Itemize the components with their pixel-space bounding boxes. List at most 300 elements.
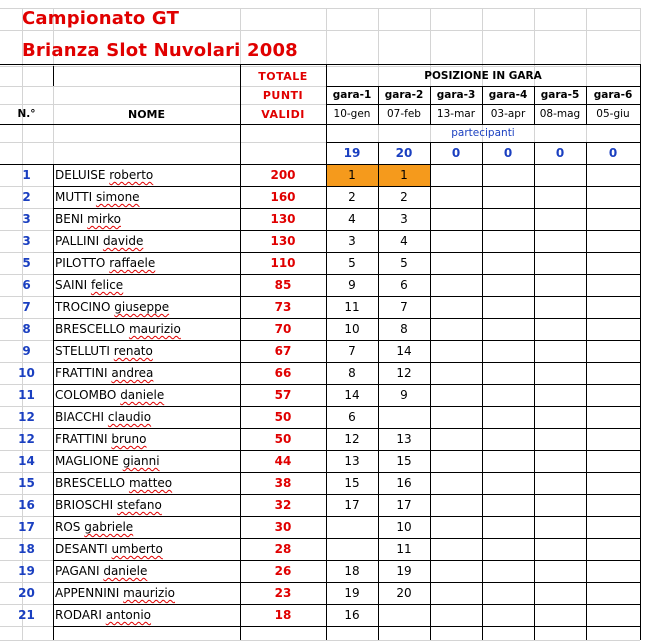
position-cell [430,560,482,582]
position-cell [586,450,640,472]
position-cell [430,362,482,384]
position-cell: 5 [400,256,408,270]
position-cell [482,428,534,450]
driver-surname: TROCINO [55,300,111,314]
driver-firstname: daniele [103,564,148,578]
race-participants: 0 [503,146,513,160]
points-cell: 44 [274,454,292,468]
driver-firstname: felice [90,278,124,292]
position-cell: 7 [348,344,356,358]
driver-surname: MUTTI [55,190,93,204]
driver-name-cell [53,252,242,274]
driver-name-cell [53,164,242,186]
position-cell: 5 [348,256,356,270]
driver-surname: RODARI [55,608,102,622]
position-cell: 15 [396,454,412,468]
position-cell: 20 [396,586,412,600]
position-cell: 10 [396,520,412,534]
border-line [326,104,641,105]
race-label: gara-3 [436,89,476,101]
position-cell: 2 [348,190,356,204]
border-line [534,86,535,124]
driver-surname: BIACCHI [55,410,105,424]
driver-surname: COLOMBO [55,388,117,402]
header-nome: NOME [127,107,166,121]
position-cell [534,406,586,428]
position-cell [482,472,534,494]
race-participants: 19 [343,146,361,160]
position-cell: 10 [344,322,360,336]
position-cell [534,318,586,340]
driver-name-cell [53,604,242,626]
position-cell [586,208,640,230]
border-line [53,406,641,407]
border-line [53,560,641,561]
position-cell [534,560,586,582]
driver-name-cell [53,230,242,252]
position-cell: 7 [400,300,408,314]
rank-cell: 16 [18,498,35,512]
position-cell [534,186,586,208]
border-line [53,164,54,640]
driver-firstname: gabriele [84,520,134,534]
border-line [53,208,641,209]
points-cell: 200 [270,168,296,182]
points-cell: 23 [274,586,292,600]
driver-firstname: bruno [111,432,147,446]
position-cell: 17 [344,498,360,512]
points-cell: 130 [270,212,296,226]
position-cell: 8 [400,322,408,336]
points-cell: 30 [274,520,292,534]
position-cell [534,472,586,494]
position-cell: 1 [326,164,378,186]
position-cell [534,362,586,384]
position-cell [586,516,640,538]
border-line [482,164,483,640]
position-cell [430,516,482,538]
race-participants: 20 [395,146,413,160]
rank-cell: 11 [18,388,35,402]
border-line [53,384,641,385]
position-cell [430,252,482,274]
border-line [326,142,641,143]
rank-cell: 5 [22,256,31,270]
points-cell: 110 [270,256,296,270]
position-cell [430,208,482,230]
points-cell: 130 [270,234,296,248]
header-totale: TOTALE [258,69,308,83]
position-cell [430,604,482,626]
border-line [240,64,241,640]
position-cell [586,582,640,604]
sheet-subtitle: Brianza Slot Nuvolari 2008 [22,40,298,61]
rank-cell: 14 [18,454,35,468]
position-cell [534,384,586,406]
position-cell [482,604,534,626]
rank-cell: 21 [18,608,35,622]
position-cell: 17 [396,498,412,512]
position-cell [534,494,586,516]
border-line [430,164,431,640]
driver-name-cell [53,538,242,560]
border-line [53,318,641,319]
rank-cell: 17 [18,520,35,534]
position-cell: 3 [348,234,356,248]
position-cell [430,340,482,362]
position-cell [482,208,534,230]
position-cell [430,318,482,340]
position-cell [586,560,640,582]
points-cell: 26 [274,564,292,578]
race-date: 08-mag [539,108,581,120]
position-cell: 11 [344,300,360,314]
position-cell: 15 [344,476,360,490]
driver-firstname: daniele [120,388,165,402]
header-num: N.° [17,108,36,120]
position-cell [534,230,586,252]
points-cell: 18 [274,608,292,622]
position-cell [378,406,430,428]
position-cell [482,516,534,538]
position-cell: 9 [348,278,356,292]
points-cell: 66 [274,366,292,380]
border-line [482,142,483,164]
race-date: 10-gen [333,108,371,120]
driver-surname: BRIOSCHI [55,498,114,512]
border-line [640,64,641,640]
points-cell: 67 [274,344,292,358]
driver-firstname: giuseppe [114,300,170,314]
grid-line-h [0,30,640,31]
rank-cell: 7 [22,300,31,314]
driver-name-cell [53,560,242,582]
position-cell [534,164,586,186]
border-line [53,604,641,605]
driver-name-cell [53,494,242,516]
position-cell [482,296,534,318]
driver-name-cell [53,362,242,384]
driver-name-cell [53,428,242,450]
border-line [53,516,641,517]
position-cell [482,494,534,516]
header-punti: PUNTI [262,88,304,102]
driver-surname: FRATTINI [55,366,108,380]
driver-name-cell [53,472,242,494]
position-cell [586,604,640,626]
position-cell [482,252,534,274]
race-label: gara-4 [488,89,528,101]
position-cell [430,582,482,604]
driver-firstname: stefano [116,498,162,512]
driver-firstname: umberto [111,542,163,556]
race-date: 03-apr [490,108,526,120]
race-label: gara-5 [540,89,580,101]
points-cell: 73 [274,300,292,314]
points-cell: 57 [274,388,292,402]
position-cell [534,516,586,538]
position-cell [534,252,586,274]
rank-cell: 12 [18,432,35,446]
border-line [53,230,641,231]
rank-cell: 1 [22,168,31,182]
points-cell: 50 [274,432,292,446]
position-cell: 4 [400,234,408,248]
race-participants: 0 [451,146,461,160]
position-cell [430,450,482,472]
position-cell [586,186,640,208]
driver-surname: BRESCELLO [55,322,126,336]
driver-surname: BENI [55,212,84,226]
driver-surname: MAGLIONE [55,454,119,468]
driver-surname: STELLUTI [55,344,110,358]
border-line [534,142,535,164]
border-line [53,428,641,429]
position-cell [586,538,640,560]
border-line [0,64,641,65]
position-cell [378,604,430,626]
driver-name-cell [53,274,242,296]
rank-cell: 9 [22,344,31,358]
border-line [586,86,587,124]
position-cell: 19 [396,564,412,578]
position-cell: 6 [348,410,356,424]
position-cell [586,164,640,186]
position-cell: 1 [378,164,430,186]
rank-cell: 20 [18,586,35,600]
position-cell [586,340,640,362]
driver-surname: ROS [55,520,81,534]
rank-cell: 2 [22,190,31,204]
border-line [53,494,641,495]
border-line [378,142,379,164]
position-cell [482,362,534,384]
position-cell [482,274,534,296]
position-cell [482,186,534,208]
position-cell: 16 [344,608,360,622]
position-cell [482,340,534,362]
points-cell: 32 [274,498,292,512]
position-cell [534,538,586,560]
position-cell [586,252,640,274]
position-cell [534,340,586,362]
border-line [53,450,641,451]
driver-firstname: mirko [87,212,121,226]
border-line [534,164,535,640]
position-cell [586,428,640,450]
position-cell [586,230,640,252]
driver-name-cell [53,406,242,428]
race-label: gara-6 [593,89,633,101]
driver-name-cell [53,384,242,406]
position-cell [586,472,640,494]
position-cell [534,208,586,230]
position-cell [534,296,586,318]
position-cell [482,560,534,582]
position-cell [586,494,640,516]
driver-name-cell [53,582,242,604]
border-line [53,66,54,86]
border-line [53,472,641,473]
position-cell: 14 [344,388,360,402]
position-cell [482,164,534,186]
race-label: gara-1 [332,89,372,101]
border-line [53,252,641,253]
header-validi: VALIDI [261,107,305,121]
position-cell: 13 [344,454,360,468]
border-line [0,124,641,125]
rank-cell: 19 [18,564,35,578]
position-cell [326,538,378,560]
position-cell [482,230,534,252]
driver-name-cell [53,450,242,472]
driver-name-cell [53,516,242,538]
driver-surname: SAINI [55,278,88,292]
driver-firstname: renato [113,344,153,358]
border-line [53,582,641,583]
driver-surname: DELUISE [55,168,106,182]
driver-firstname: simone [95,190,140,204]
position-cell [430,384,482,406]
rank-cell: 15 [18,476,35,490]
position-cell: 16 [396,476,412,490]
position-cell: 14 [396,344,412,358]
driver-firstname: matteo [128,476,173,490]
header-posizione: POSIZIONE IN GARA [424,70,542,82]
driver-name-cell [53,208,242,230]
border-line [378,164,379,640]
position-cell [586,318,640,340]
border-line [430,142,431,164]
border-line [378,86,379,124]
position-cell [430,406,482,428]
border-line [53,340,641,341]
position-cell [430,428,482,450]
rank-cell: 3 [22,234,31,248]
position-cell [586,384,640,406]
border-line [53,362,641,363]
driver-surname: PALLINI [55,234,100,248]
position-cell [482,538,534,560]
border-line [586,142,587,164]
position-cell: 3 [400,212,408,226]
position-cell [430,296,482,318]
driver-firstname: antonio [105,608,152,622]
position-cell: 11 [396,542,412,556]
position-cell: 2 [400,190,408,204]
points-cell: 28 [274,542,292,556]
position-cell [430,230,482,252]
position-cell [430,274,482,296]
position-cell [586,296,640,318]
points-cell: 85 [274,278,292,292]
header-partecipanti: partecipanti [451,127,515,139]
border-line [53,186,641,187]
driver-firstname: maurizio [123,586,175,600]
driver-surname: PAGANI [55,564,100,578]
border-line [326,86,641,87]
position-cell [482,384,534,406]
position-cell: 19 [344,586,360,600]
position-cell [534,428,586,450]
driver-name-cell [53,318,242,340]
driver-name-cell [53,340,242,362]
driver-surname: FRATTINI [55,432,108,446]
border-line [326,64,327,640]
border-line [430,86,431,124]
driver-firstname: maurizio [128,322,181,336]
race-date: 13-mar [436,108,476,120]
border-line [53,274,641,275]
driver-firstname: raffaele [109,256,156,270]
driver-surname: APPENNINI [55,586,120,600]
position-cell: 13 [396,432,412,446]
driver-name-cell [53,296,242,318]
race-date: 05-giu [596,108,630,120]
race-label: gara-2 [384,89,424,101]
position-cell [534,274,586,296]
driver-firstname: andrea [111,366,154,380]
border-line [53,296,641,297]
driver-surname: PILOTTO [55,256,106,270]
position-cell: 18 [344,564,360,578]
border-line [0,164,641,165]
position-cell [534,604,586,626]
rank-cell: 3 [22,212,31,226]
border-line [586,164,587,640]
position-cell [430,164,482,186]
border-line [53,538,641,539]
points-cell: 50 [274,410,292,424]
position-cell: 9 [400,388,408,402]
driver-firstname: davide [102,234,144,248]
position-cell [482,318,534,340]
position-cell [482,582,534,604]
driver-surname: BRESCELLO [55,476,126,490]
border-line [482,86,483,124]
position-cell [430,186,482,208]
position-cell [430,494,482,516]
race-participants: 0 [608,146,618,160]
points-cell: 70 [274,322,292,336]
rank-cell: 12 [18,410,35,424]
rank-cell: 8 [22,322,31,336]
driver-firstname: claudio [107,410,152,424]
position-cell [534,450,586,472]
rank-cell: 18 [18,542,35,556]
position-cell: 12 [344,432,360,446]
driver-name-cell [53,186,242,208]
points-cell: 38 [274,476,292,490]
race-date: 07-feb [387,108,421,120]
position-cell: 8 [348,366,356,380]
border-line [53,626,641,627]
position-cell [482,406,534,428]
position-cell [430,472,482,494]
position-cell [586,406,640,428]
driver-firstname: gianni [122,454,160,468]
position-cell [482,450,534,472]
position-cell: 6 [400,278,408,292]
position-cell [586,274,640,296]
points-cell: 160 [270,190,296,204]
position-cell: 4 [348,212,356,226]
position-cell [586,362,640,384]
race-participants: 0 [555,146,565,160]
rank-cell: 10 [18,366,35,380]
rank-cell: 6 [22,278,31,292]
position-cell [326,516,378,538]
